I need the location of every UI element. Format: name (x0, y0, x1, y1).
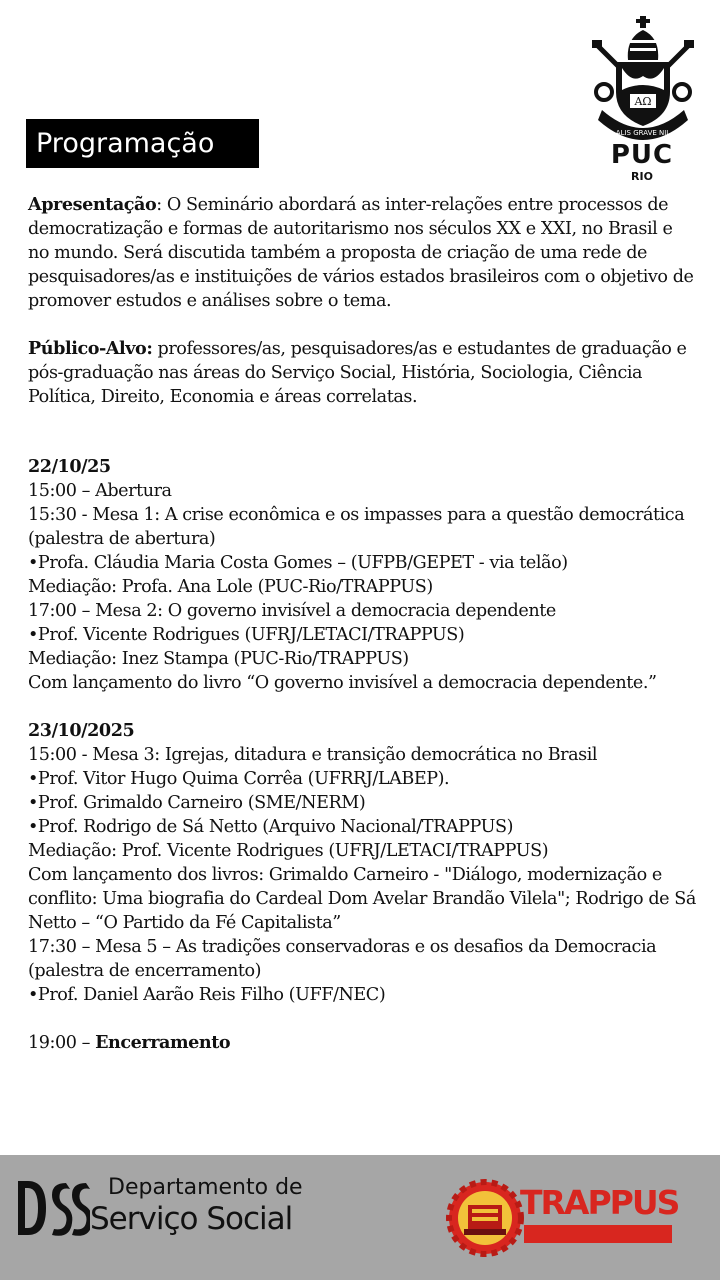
closing-line (28, 1031, 696, 1055)
apresentacao-paragraph (28, 193, 696, 313)
footer (0, 1155, 720, 1280)
day1-line: 15:30 - Mesa 1: A crise econômica e os impasses para a questão democrática (palestra de abertura) (28, 505, 685, 549)
day2-line: •Prof. Rodrigo de Sá Netto (Arquivo Nacional/TRAPPUS) (28, 817, 514, 837)
publico-paragraph (28, 337, 696, 409)
day1-line: Com lançamento do livro “O governo invisível a democracia dependente.” (28, 673, 657, 693)
day2-line: •Prof. Grimaldo Carneiro (SME/NERM) (28, 793, 366, 813)
trappus-gear-icon (446, 1179, 524, 1257)
day1-date: 22/10/25 (28, 456, 111, 477)
crest-motto: ALIS GRAVE NIL (615, 129, 671, 137)
day1-line: 15:00 – Abertura (28, 481, 172, 501)
day1-line: Mediação: Profa. Ana Lole (PUC-Rio/TRAPPUS) (28, 577, 433, 597)
dss-line2: Serviço Social (90, 1201, 293, 1237)
dss-logo-icon (16, 1177, 90, 1239)
day1-line: •Prof. Vicente Rodrigues (UFRJ/LETACI/TRAPPUS) (28, 625, 465, 645)
day1-line: 17:00 – Mesa 2: O governo invisível a democracia dependente (28, 601, 556, 621)
day1-line: Mediação: Inez Stampa (PUC-Rio/TRAPPUS) (28, 649, 409, 669)
closing-label: Encerramento (95, 1032, 231, 1053)
trappus-name: TRAPPUS (520, 1183, 679, 1222)
crest-letters: AΩ (634, 95, 652, 108)
day2-line: 15:00 - Mesa 3: Igrejas, ditadura e transição democrática no Brasil (28, 745, 598, 765)
day2-line: Com lançamento dos livros: Grimaldo Carneiro - "Diálogo, modernização e conflito: Uma biografia do Cardeal Dom Avelar Brandão Vilela"; Rodrigo de Sá Netto – “O Partido da Fé Capitalista” (28, 865, 696, 933)
puc-name: PUC (610, 140, 674, 170)
trappus-subtitle-band (524, 1225, 672, 1243)
program-content (28, 193, 696, 1055)
day1-line: •Profa. Cláudia Maria Costa Gomes – (UFPB/GEPET - via telão) (28, 553, 568, 573)
day2-line: •Prof. Vitor Hugo Quima Corrêa (UFRRJ/LABEP). (28, 769, 450, 789)
apresentacao-label: Apresentação (28, 194, 157, 215)
closing-time: 19:00 – (28, 1033, 96, 1053)
publico-label: Público-Alvo: (28, 338, 153, 359)
page-title (26, 119, 259, 168)
puc-rio-label: RIO (631, 170, 653, 183)
day2-line: Mediação: Prof. Vicente Rodrigues (UFRJ/LETACI/TRAPPUS) (28, 841, 549, 861)
day2-line: •Prof. Daniel Aarão Reis Filho (UFF/NEC) (28, 985, 386, 1005)
publico-text: professores/as, pesquisadores/as e estudantes de graduação e pós-graduação nas áreas do Serviço Social, História, Sociologia, Ciência Política, Direito, Economia e áreas correlatas. (28, 339, 687, 407)
dss-line1: Departamento de (108, 1175, 303, 1200)
day2-line: 17:30 – Mesa 5 – As tradições conservadoras e os desafios da Democracia (palestra de encerramento) (28, 937, 657, 981)
apresentacao-text: : O Seminário abordará as inter-relações entre processos de democratização e formas de autoritarismo nos séculos XX e XXI, no Brasil e no mundo. Será discutida também a proposta de criação de uma rede de pesquisadores/as e instituições de vários estados brasileiros com o objetivo de promover estudos e análises sobre o tema. (28, 195, 694, 311)
day2-date: 23/10/2025 (28, 720, 135, 741)
page-title-text: Programação (36, 128, 215, 159)
